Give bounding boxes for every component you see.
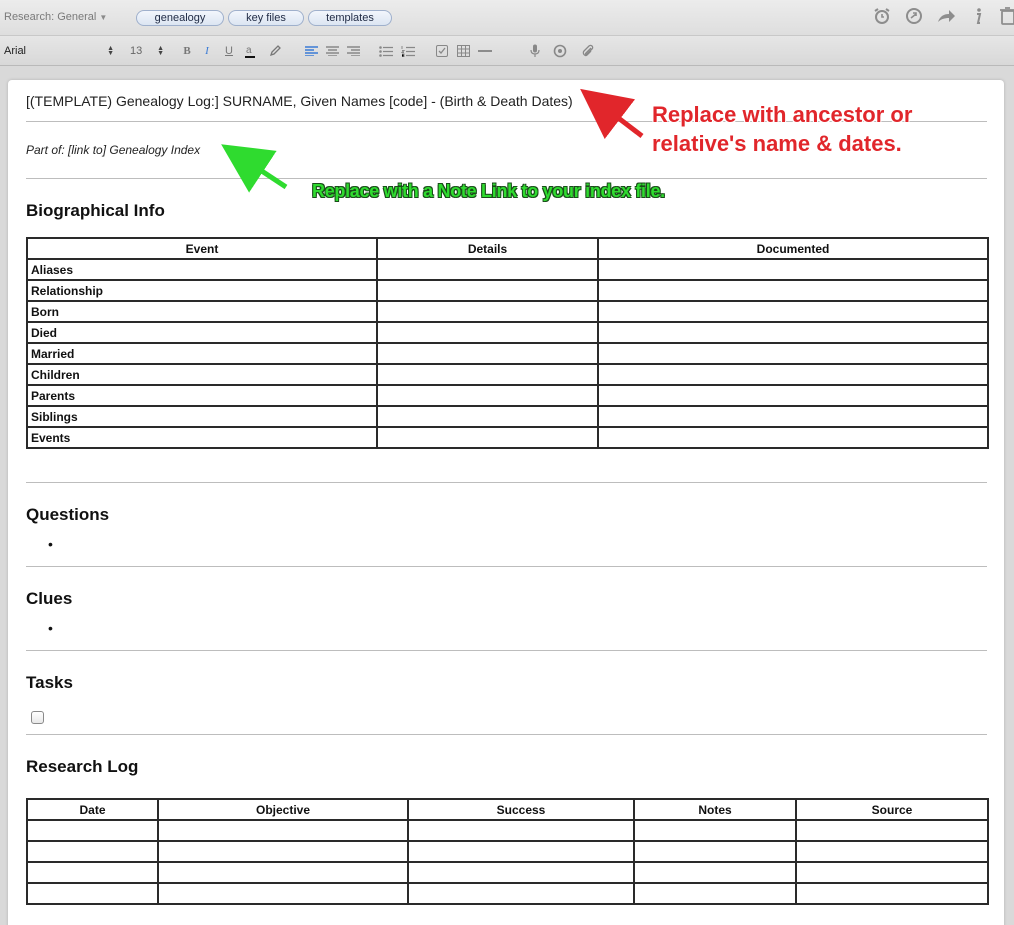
table-cell[interactable]: [27, 841, 158, 862]
font-family-value: Arial: [4, 45, 27, 57]
table-header: Notes: [634, 799, 796, 820]
bullet-list-icon[interactable]: [378, 36, 394, 66]
table-header: Objective: [158, 799, 408, 820]
info-icon[interactable]: [968, 6, 988, 26]
event-label[interactable]: Died: [27, 322, 377, 343]
questions-bullet[interactable]: •: [48, 536, 53, 552]
sketch-icon[interactable]: [552, 36, 568, 66]
table-cell[interactable]: [796, 841, 988, 862]
table-cell[interactable]: [377, 364, 598, 385]
table-row[interactable]: [27, 841, 988, 862]
table-cell[interactable]: [158, 883, 408, 904]
table-cell[interactable]: [27, 883, 158, 904]
research-log-table[interactable]: [26, 798, 989, 905]
event-label[interactable]: Relationship: [27, 280, 377, 301]
event-label[interactable]: Married: [27, 343, 377, 364]
table-row[interactable]: [27, 862, 988, 883]
font-size-value: 13: [130, 45, 143, 57]
font-size-select[interactable]: [130, 36, 164, 66]
forward-icon[interactable]: [936, 6, 956, 26]
table-header: Event: [27, 238, 377, 259]
table-header: Success: [408, 799, 634, 820]
divider: [26, 650, 987, 651]
table-cell[interactable]: [598, 322, 988, 343]
table-header: Source: [796, 799, 988, 820]
table-cell[interactable]: [634, 820, 796, 841]
underline-icon[interactable]: U: [225, 45, 233, 57]
table-cell[interactable]: [377, 385, 598, 406]
horizontal-rule-icon[interactable]: [477, 36, 493, 66]
table-cell[interactable]: [377, 322, 598, 343]
formatting-toolbar: [0, 36, 1014, 66]
table-cell[interactable]: [598, 301, 988, 322]
italic-icon[interactable]: I: [205, 45, 209, 57]
task-checkbox[interactable]: [31, 711, 44, 724]
tag-key-files[interactable]: key files: [228, 10, 304, 26]
table-row[interactable]: [27, 280, 988, 301]
share-circle-icon[interactable]: [904, 6, 924, 26]
table-cell[interactable]: [377, 406, 598, 427]
table-cell[interactable]: [377, 427, 598, 448]
chevron-down-icon: ▼: [99, 13, 108, 22]
divider: [26, 482, 987, 483]
table-header: Documented: [598, 238, 988, 259]
annotation-red-line2: relative's name & dates.: [652, 131, 902, 156]
divider: [26, 734, 987, 735]
table-cell[interactable]: [377, 301, 598, 322]
table-row[interactable]: [27, 820, 988, 841]
table-row[interactable]: [27, 883, 988, 904]
table-header-row: [27, 799, 988, 820]
note-header-bar: [0, 0, 1014, 36]
align-right-icon[interactable]: [345, 36, 361, 66]
note-title[interactable]: [(TEMPLATE) Genealogy Log:] SURNAME, Given Names [code] - (Birth & Death Dates): [26, 93, 573, 109]
annotation-green: Replace with a Note Link to your index file.: [312, 181, 665, 201]
table-row[interactable]: [27, 259, 988, 280]
attach-icon[interactable]: [580, 36, 596, 66]
section-tasks: Tasks: [26, 673, 73, 692]
table-cell[interactable]: [158, 862, 408, 883]
note-editor[interactable]: [8, 80, 1004, 925]
annotation-red-line1: Replace with ancestor or: [652, 102, 913, 127]
bold-icon[interactable]: B: [183, 45, 191, 57]
highlight-icon[interactable]: [268, 36, 282, 66]
stepper-icon: ▲ ▼: [157, 45, 164, 57]
alarm-icon[interactable]: [872, 6, 892, 26]
note-actions: [872, 6, 1014, 26]
table-row[interactable]: [27, 406, 988, 427]
tag-list: [136, 10, 392, 26]
annotation-red: [652, 100, 912, 158]
table-row[interactable]: [27, 343, 988, 364]
table-icon[interactable]: [455, 36, 471, 66]
tag-templates[interactable]: templates: [308, 10, 392, 26]
divider: [26, 566, 987, 567]
microphone-icon[interactable]: [528, 36, 542, 66]
section-research-log: Research Log: [26, 757, 139, 776]
event-label[interactable]: Parents: [27, 385, 377, 406]
table-cell[interactable]: [27, 862, 158, 883]
checkbox-icon[interactable]: [434, 36, 450, 66]
align-left-icon[interactable]: [303, 36, 319, 66]
section-clues: Clues: [26, 589, 73, 608]
tag-genealogy[interactable]: genealogy: [136, 10, 224, 26]
table-cell[interactable]: [598, 259, 988, 280]
table-cell[interactable]: [796, 862, 988, 883]
table-cell[interactable]: [158, 841, 408, 862]
text-color-icon[interactable]: [243, 36, 257, 66]
table-cell[interactable]: [377, 343, 598, 364]
table-cell[interactable]: [796, 820, 988, 841]
table-header-row: [27, 238, 988, 259]
table-cell[interactable]: [408, 862, 634, 883]
numbered-list-icon[interactable]: [400, 36, 416, 66]
stepper-icon: ▲ ▼: [107, 45, 114, 57]
event-label[interactable]: Born: [27, 301, 377, 322]
table-cell[interactable]: [598, 280, 988, 301]
trash-icon[interactable]: [1000, 6, 1014, 26]
table-cell[interactable]: [377, 280, 598, 301]
table-cell[interactable]: [598, 385, 988, 406]
event-label[interactable]: Aliases: [27, 259, 377, 280]
table-cell[interactable]: [598, 406, 988, 427]
table-row[interactable]: [27, 322, 988, 343]
table-cell[interactable]: [158, 820, 408, 841]
table-cell[interactable]: [408, 820, 634, 841]
table-cell[interactable]: [634, 862, 796, 883]
section-biographical-info: Biographical Info: [26, 201, 165, 220]
table-header: Date: [27, 799, 158, 820]
table-cell[interactable]: [598, 343, 988, 364]
table-cell[interactable]: [598, 427, 988, 448]
clues-bullet[interactable]: •: [48, 620, 53, 636]
svg-text:a: a: [246, 45, 252, 56]
notebook-selector[interactable]: [4, 11, 107, 23]
table-cell[interactable]: [796, 883, 988, 904]
event-label[interactable]: Children: [27, 364, 377, 385]
divider: [26, 178, 987, 179]
table-cell[interactable]: [634, 841, 796, 862]
table-cell[interactable]: [634, 883, 796, 904]
table-row[interactable]: [27, 385, 988, 406]
biographical-table[interactable]: [26, 237, 989, 449]
table-row[interactable]: [27, 427, 988, 448]
font-family-select[interactable]: [4, 36, 114, 66]
notebook-name: Research: General: [4, 11, 97, 23]
table-cell[interactable]: [408, 883, 634, 904]
part-of-line[interactable]: Part of: [link to] Genealogy Index: [26, 143, 201, 157]
table-header: Details: [377, 238, 598, 259]
table-cell[interactable]: [408, 841, 634, 862]
table-cell[interactable]: [598, 364, 988, 385]
event-label[interactable]: Siblings: [27, 406, 377, 427]
align-center-icon[interactable]: [324, 36, 340, 66]
table-cell[interactable]: [27, 820, 158, 841]
table-cell[interactable]: [377, 259, 598, 280]
section-questions: Questions: [26, 505, 110, 524]
table-row[interactable]: [27, 301, 988, 322]
table-row[interactable]: [27, 364, 988, 385]
event-label[interactable]: Events: [27, 427, 377, 448]
